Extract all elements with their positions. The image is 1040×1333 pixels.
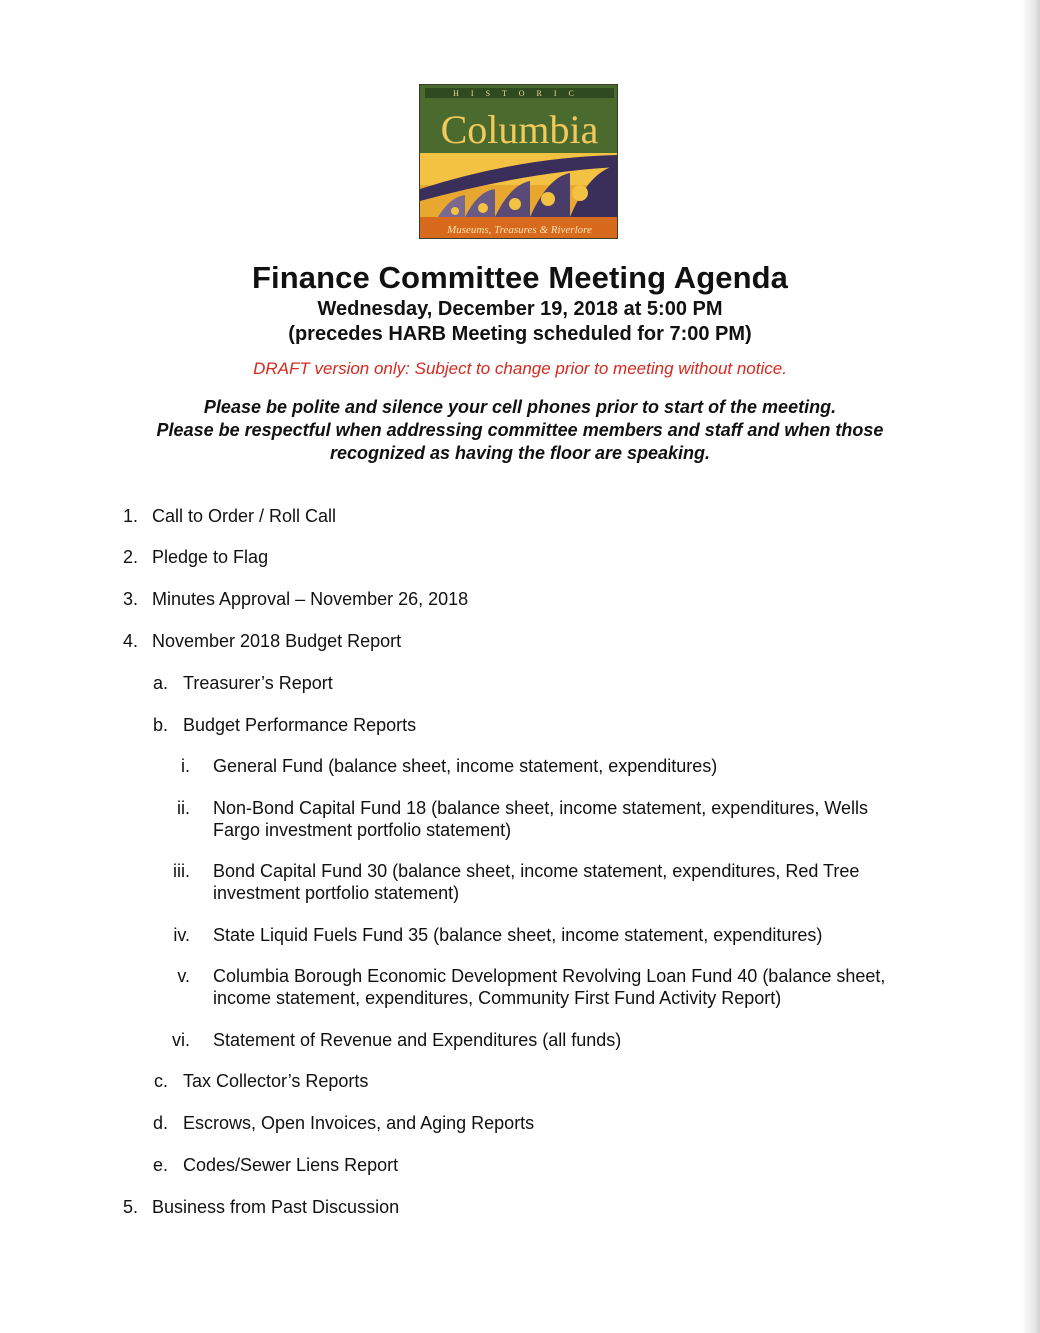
conduct-notice bbox=[0, 396, 1040, 465]
agenda-item-text: Treasurer’s Report bbox=[183, 673, 333, 693]
page-title: Finance Committee Meeting Agenda bbox=[251, 260, 788, 295]
agenda-item-number: a. bbox=[152, 673, 168, 693]
agenda-item-number: vi. bbox=[172, 1030, 190, 1050]
logo-top-text: HISTORIC bbox=[453, 89, 586, 98]
agenda-item-text: Minutes Approval – November 26, 2018 bbox=[152, 589, 469, 609]
meeting-date: Wednesday, December 19, 2018 at 5:00 PM bbox=[317, 298, 723, 320]
agenda-item-number: d. bbox=[152, 1113, 168, 1133]
conduct-notice-line: Please be respectful when addressing committee members and staff and when those bbox=[156, 420, 884, 440]
agenda-item-text: Pledge to Flag bbox=[152, 547, 269, 567]
page-edge-shadow bbox=[1022, 0, 1040, 1333]
agenda-item-number: 2. bbox=[122, 547, 138, 567]
agenda-item-text: Non-Bond Capital Fund 18 (balance sheet, income statement, expenditures, Wells bbox=[213, 798, 869, 818]
agenda-item-text: Statement of Revenue and Expenditures (all funds) bbox=[213, 1030, 622, 1050]
draft-notice: DRAFT version only: Subject to change prior to meeting without notice. bbox=[253, 359, 787, 378]
agenda-item-number: b. bbox=[152, 715, 168, 735]
agenda-item-text: Call to Order / Roll Call bbox=[152, 506, 337, 526]
agenda-item-text: State Liquid Fuels Fund 35 (balance sheet, income statement, expenditures) bbox=[213, 925, 823, 945]
agenda-item-text-continued: Fargo investment portfolio statement) bbox=[213, 820, 512, 840]
agenda-item-number: e. bbox=[152, 1155, 168, 1175]
agenda-item-number: 1. bbox=[122, 506, 138, 526]
agenda-item-number: 4. bbox=[122, 631, 138, 651]
logo-tagline: Museums, Treasures & Riverlore bbox=[447, 224, 592, 236]
agenda-item-number: i. bbox=[181, 756, 190, 776]
agenda-item-text: General Fund (balance sheet, income statement, expenditures) bbox=[213, 756, 718, 776]
agenda-item-number: v. bbox=[177, 966, 190, 986]
bridge-logo-icon bbox=[420, 85, 618, 239]
agenda-item-text: Codes/Sewer Liens Report bbox=[183, 1155, 399, 1175]
agenda-item-text: Business from Past Discussion bbox=[152, 1197, 400, 1217]
agenda-item-text-continued: income statement, expenditures, Community First Fund Activity Report) bbox=[213, 988, 782, 1008]
agenda-item-text: Tax Collector’s Reports bbox=[183, 1071, 369, 1091]
agenda-item-text: Columbia Borough Economic Development Revolving Loan Fund 40 (balance sheet, bbox=[213, 966, 886, 986]
meeting-precedes-note: (precedes HARB Meeting scheduled for 7:00 PM) bbox=[288, 323, 752, 345]
agenda-item-text: Budget Performance Reports bbox=[183, 715, 417, 735]
agenda-item-text: November 2018 Budget Report bbox=[152, 631, 402, 651]
agenda-item-text: Escrows, Open Invoices, and Aging Reports bbox=[183, 1113, 535, 1133]
conduct-notice-line: recognized as having the floor are speaking. bbox=[329, 443, 711, 463]
agenda-item-number: ii. bbox=[177, 798, 190, 818]
agenda-item-text: Bond Capital Fund 30 (balance sheet, income statement, expenditures, Red Tree bbox=[213, 861, 860, 881]
agenda-item-text-continued: investment portfolio statement) bbox=[213, 883, 460, 903]
agenda-item-number: c. bbox=[153, 1071, 168, 1091]
agenda-item-number: 3. bbox=[122, 589, 138, 609]
agenda-item-number: iv. bbox=[173, 925, 190, 945]
logo-name: Columbia bbox=[440, 107, 599, 152]
agenda-item-number: iii. bbox=[173, 861, 190, 881]
historic-columbia-logo bbox=[419, 84, 618, 239]
agenda-item-number: 5. bbox=[122, 1197, 138, 1217]
conduct-notice-line: Please be polite and silence your cell phones prior to start of the meeting. bbox=[203, 397, 837, 417]
